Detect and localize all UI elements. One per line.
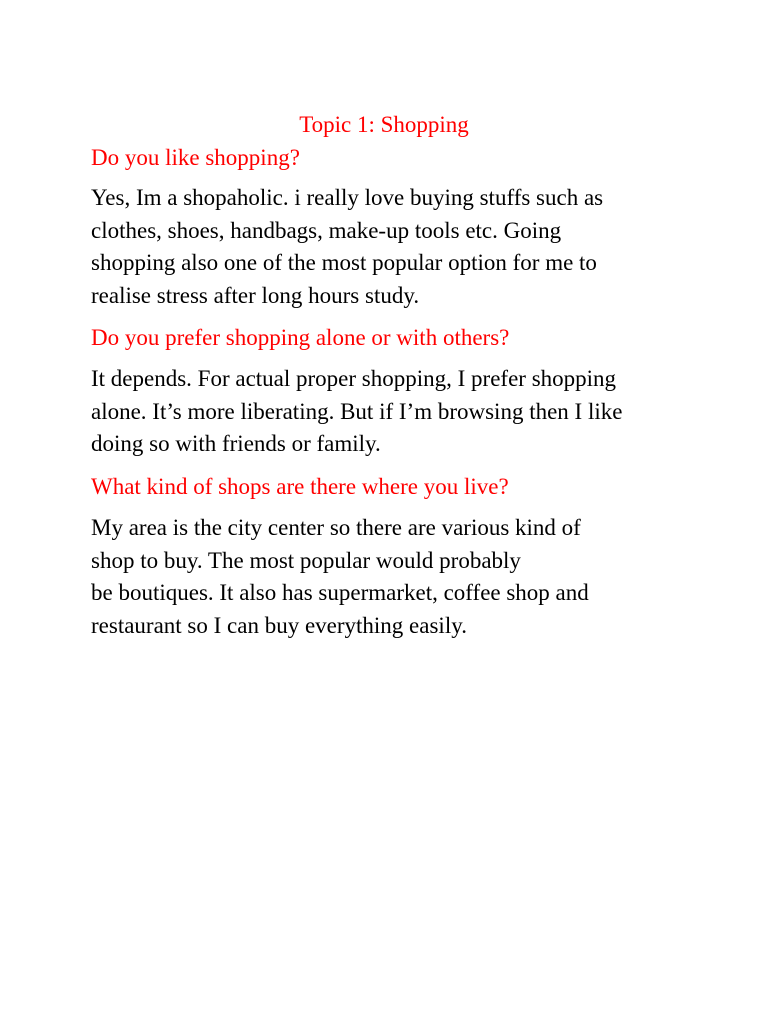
answer-line: shopping also one of the most popular option for me to <box>91 250 597 275</box>
question-2: Do you prefer shopping alone or with others? <box>91 325 510 350</box>
page-title: Topic 1: Shopping <box>299 112 469 137</box>
answer-3 <box>91 512 691 642</box>
answer-line: It depends. For actual proper shopping, I prefer shopping <box>91 366 617 391</box>
answer-line: Yes, Im a shopaholic. i really love buying stuffs such as <box>91 185 604 210</box>
answer-1 <box>91 182 691 312</box>
answer-line: shop to buy. The most popular would probably <box>91 547 521 573</box>
answer-line: doing so with friends or family. <box>91 431 381 456</box>
answer-line: be boutiques. It also has supermarket, coffee shop and <box>91 580 589 605</box>
answer-line: alone. It’s more liberating. But if I’m browsing then I like <box>91 398 623 424</box>
answer-2 <box>91 363 691 461</box>
question-3: What kind of shops are there where you live? <box>91 474 509 499</box>
answer-line: clothes, shoes, handbags, make-up tools etc. Going <box>91 217 562 243</box>
question-1: Do you like shopping? <box>91 145 300 170</box>
answer-line: realise stress after long hours study. <box>91 282 420 308</box>
answer-line: restaurant so I can buy everything easily. <box>91 612 467 638</box>
answer-line: My area is the city center so there are various kind of <box>91 515 581 540</box>
